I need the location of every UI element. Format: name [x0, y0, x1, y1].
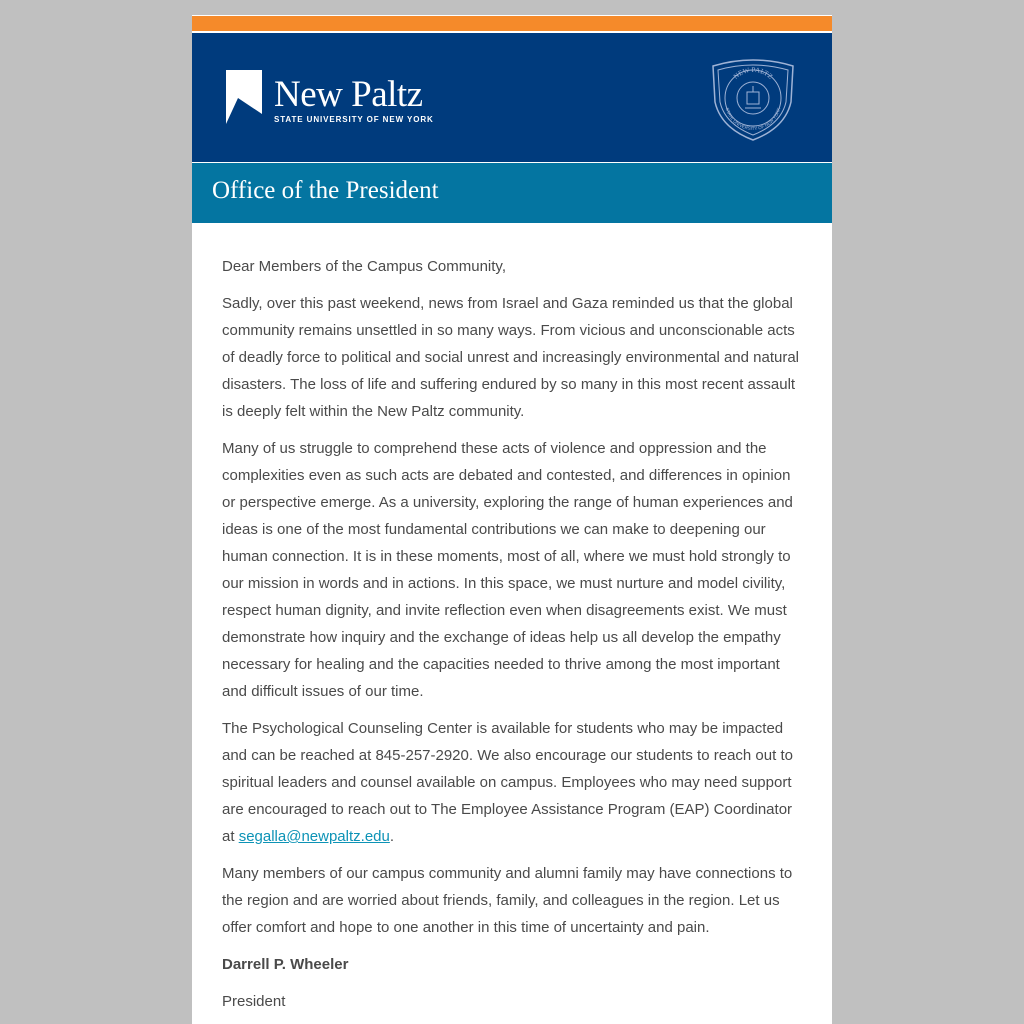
paragraph-3-end: .: [389, 828, 395, 845]
letter-paragraph-2: Many of us struggle to comprehend these acts of violence and oppression and the complexities even as such acts are debated and contested, and differences in opinion or perspective emerge. As a university, exploring the range of human experiences and ideas is one of the most fundamental contributions we can make to deepening our human connection. It is in these moments, most of all, where we must hold strongly to our mission in words and in actions. In this space, we must nurture and model civility, respect human dignity, and invite reflection even when disagreements exist. We must demonstrate how inquiry and the exchange of ideas help us all develop the empathy necessary for healing and the capacities needed to thrive among the most important and difficult issues of our time.: [222, 440, 793, 700]
logo-wordmark: [274, 70, 434, 124]
office-title: Office of the President: [212, 177, 439, 204]
seal-motto: STATE UNIVERSITY OF NEW YORK: [724, 107, 782, 132]
svg-text:NEW PALTZ: [732, 66, 774, 81]
new-paltz-logo[interactable]: [226, 70, 434, 124]
orange-accent-bar: [192, 16, 832, 31]
letter-body: [192, 223, 832, 1015]
paragraph-3-text: The Psychological Counseling Center is available for students who may be impacted and can be reached at 845-257-2920. We also encourage our students to reach out to spiritual leaders and counsel available on campus. Employees who may need support are encouraged to reach out to The Employee Assistance Program (EAP) Coordinator at: [222, 720, 793, 845]
office-title-bar: [192, 163, 832, 223]
svg-text:STATE UNIVERSITY OF NEW YORK: [725, 107, 782, 131]
letter-paragraph-4: Many members of our campus community and alumni family may have connections to the region and are worried about friends, family, and colleagues in the region. Let us offer comfort and hope to one another in this time of uncertainty and pain.: [222, 865, 793, 936]
letter-greeting: Dear Members of the Campus Community,: [222, 258, 506, 275]
new-paltz-mark-icon: [226, 70, 262, 124]
logo-subtitle: STATE UNIVERSITY OF NEW YORK: [274, 115, 434, 124]
brand-header: [192, 33, 832, 162]
seal-label: NEW PALTZ: [731, 65, 775, 81]
email-container: [192, 15, 832, 1024]
letter-paragraph-3: [222, 715, 804, 850]
letter-paragraph-1: Sadly, over this past weekend, news from Israel and Gaza reminded us that the global community remains unsettled in so many ways. From vicious and unconscionable acts of deadly force to political and social unrest and increasingly environmental and natural disasters. The loss of life and suffering endured by so many in this most recent assault is deeply felt within the New Paltz community.: [222, 295, 800, 420]
logo-name: New Paltz: [274, 74, 423, 115]
signature-name: Darrell P. Wheeler: [222, 956, 349, 973]
signature-title: President: [222, 993, 286, 1010]
eap-email-link[interactable]: segalla@newpaltz.edu: [238, 828, 390, 845]
university-seal-icon: [709, 56, 797, 142]
